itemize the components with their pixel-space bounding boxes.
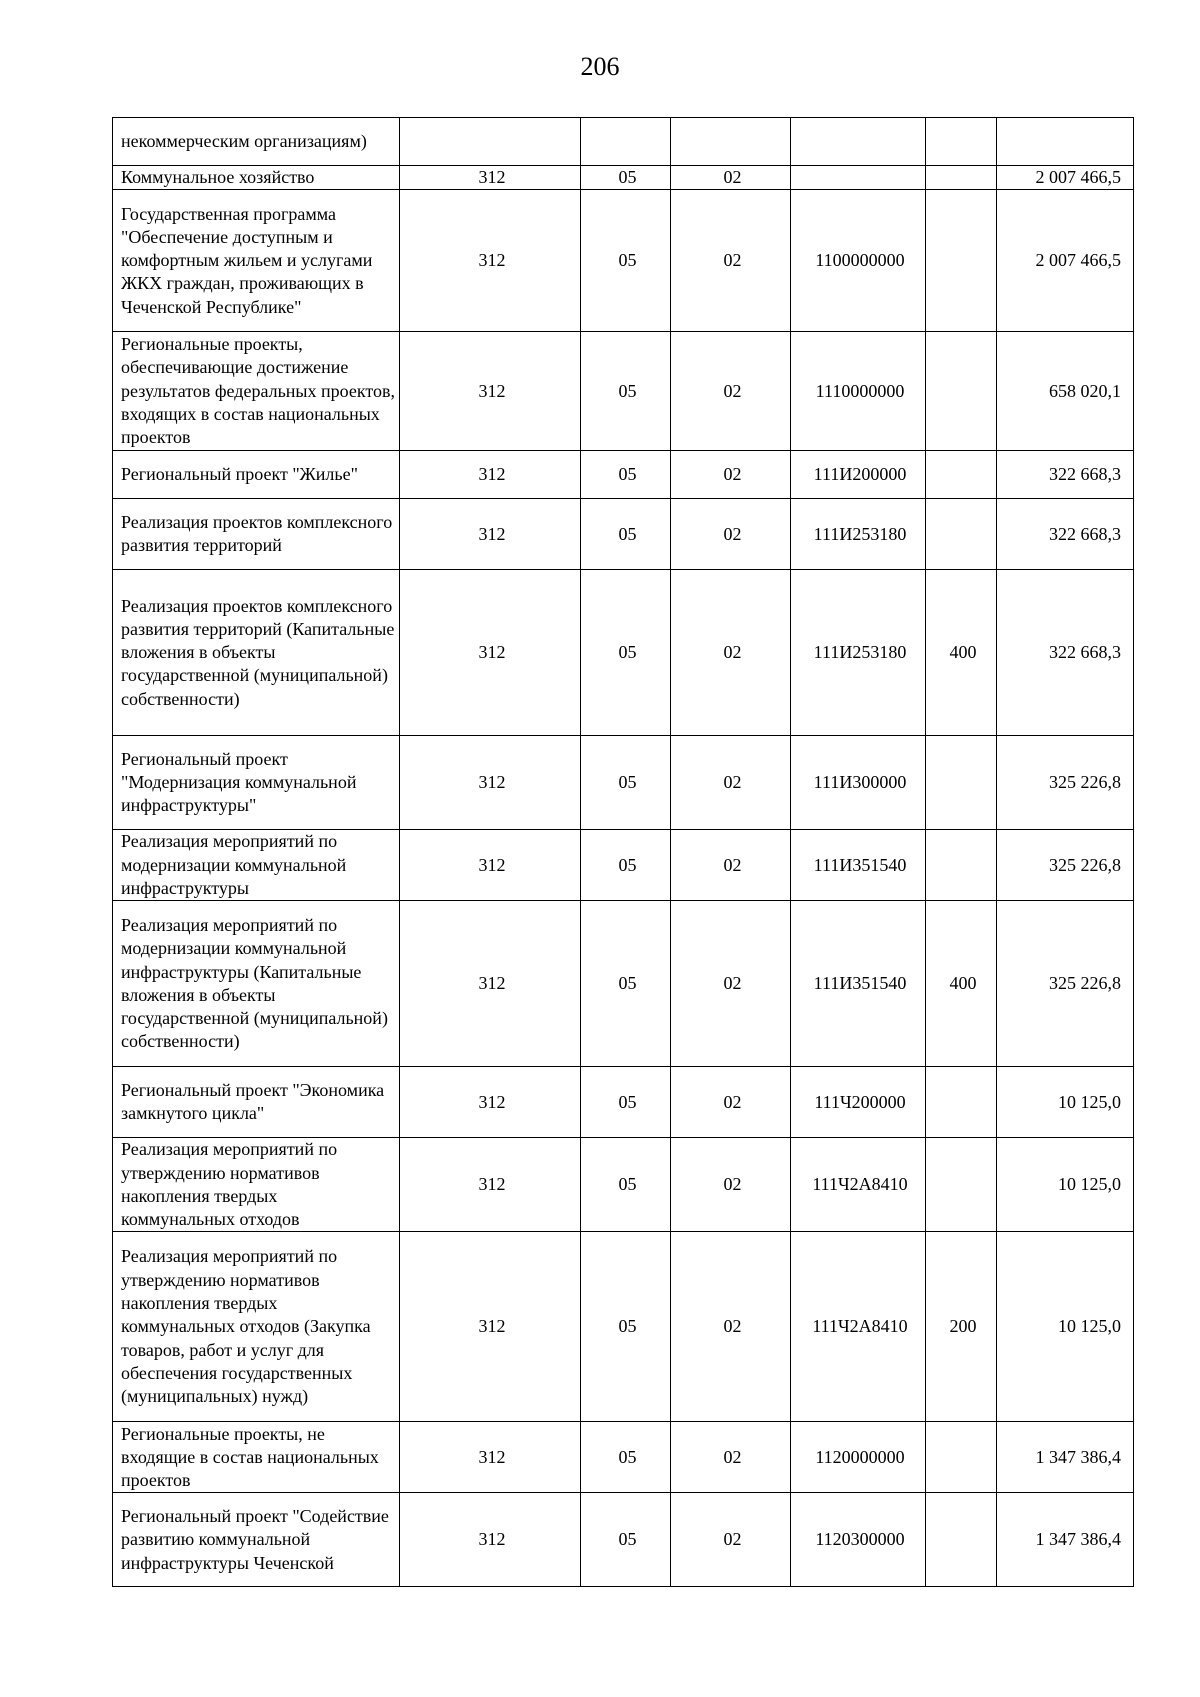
row-amount: 2 007 466,5 <box>997 166 1134 190</box>
table-row <box>113 166 1134 190</box>
table-row <box>113 451 1134 499</box>
row-csr: 111И351540 <box>791 830 926 901</box>
row-pr: 02 <box>671 901 791 1067</box>
row-name: Региональный проект "Экономика замкнутого цикла" <box>113 1067 400 1138</box>
row-name: Реализация мероприятий по модернизации коммунальной инфраструктуры <box>113 830 400 901</box>
table-row <box>113 1422 1134 1493</box>
row-csr: 1110000000 <box>791 332 926 451</box>
row-grbs <box>400 118 581 166</box>
row-vr <box>926 1493 997 1587</box>
row-grbs: 312 <box>400 190 581 332</box>
row-name: Коммунальное хозяйство <box>113 166 400 190</box>
page-number: 206 <box>580 52 620 81</box>
row-vr: 400 <box>926 570 997 736</box>
row-grbs: 312 <box>400 1067 581 1138</box>
row-vr <box>926 499 997 570</box>
row-pr: 02 <box>671 499 791 570</box>
table-row <box>113 901 1134 1067</box>
row-vr <box>926 451 997 499</box>
row-amount: 10 125,0 <box>997 1138 1134 1232</box>
row-csr: 1120000000 <box>791 1422 926 1493</box>
row-rz: 05 <box>581 166 671 190</box>
row-amount: 10 125,0 <box>997 1067 1134 1138</box>
row-pr: 02 <box>671 190 791 332</box>
row-vr <box>926 1138 997 1232</box>
row-grbs: 312 <box>400 1422 581 1493</box>
row-grbs: 312 <box>400 901 581 1067</box>
row-name: Реализация мероприятий по модернизации коммунальной инфраструктуры (Капитальные вложения в объекты государственной (муниципальной) собственности) <box>113 901 400 1067</box>
table-row <box>113 1232 1134 1422</box>
row-pr: 02 <box>671 332 791 451</box>
row-vr <box>926 830 997 901</box>
table-row <box>113 830 1134 901</box>
row-name: Региональные проекты, не входящие в состав национальных проектов <box>113 1422 400 1493</box>
row-grbs: 312 <box>400 570 581 736</box>
row-amount: 10 125,0 <box>997 1232 1134 1422</box>
row-amount: 325 226,8 <box>997 736 1134 830</box>
row-grbs: 312 <box>400 332 581 451</box>
row-vr <box>926 736 997 830</box>
table-row <box>113 499 1134 570</box>
row-vr <box>926 190 997 332</box>
row-rz: 05 <box>581 332 671 451</box>
row-vr: 200 <box>926 1232 997 1422</box>
row-grbs: 312 <box>400 1232 581 1422</box>
row-rz: 05 <box>581 499 671 570</box>
row-vr <box>926 166 997 190</box>
row-name: Реализация мероприятий по утверждению нормативов накопления твердых коммунальных отходов (Закупка товаров, работ и услуг для обеспечения государственных (муниципальных) нужд) <box>113 1232 400 1422</box>
row-amount: 325 226,8 <box>997 830 1134 901</box>
row-rz: 05 <box>581 736 671 830</box>
row-name: Реализация проектов комплексного развития территорий (Капитальные вложения в объекты государственной (муниципальной) собственности) <box>113 570 400 736</box>
table-body <box>113 118 1134 1587</box>
row-csr: 111И253180 <box>791 570 926 736</box>
row-name: Региональный проект "Содействие развитию коммунальной инфраструктуры Чеченской <box>113 1493 400 1587</box>
row-rz: 05 <box>581 1232 671 1422</box>
row-grbs: 312 <box>400 1493 581 1587</box>
table-row <box>113 1067 1134 1138</box>
row-pr: 02 <box>671 1232 791 1422</box>
row-csr: 1100000000 <box>791 190 926 332</box>
row-grbs: 312 <box>400 830 581 901</box>
row-vr <box>926 118 997 166</box>
row-rz: 05 <box>581 1422 671 1493</box>
table-row <box>113 736 1134 830</box>
row-amount: 322 668,3 <box>997 451 1134 499</box>
row-amount: 325 226,8 <box>997 901 1134 1067</box>
row-pr: 02 <box>671 830 791 901</box>
row-csr <box>791 166 926 190</box>
row-rz: 05 <box>581 1493 671 1587</box>
table-row <box>113 1138 1134 1232</box>
row-csr: 111И253180 <box>791 499 926 570</box>
row-amount <box>997 118 1134 166</box>
row-rz: 05 <box>581 1067 671 1138</box>
row-pr: 02 <box>671 1493 791 1587</box>
row-name: Региональный проект "Модернизация коммунальной инфраструктуры" <box>113 736 400 830</box>
row-rz: 05 <box>581 830 671 901</box>
row-amount: 1 347 386,4 <box>997 1422 1134 1493</box>
row-rz: 05 <box>581 1138 671 1232</box>
row-name: Региональный проект "Жилье" <box>113 451 400 499</box>
row-amount: 658 020,1 <box>997 332 1134 451</box>
row-grbs: 312 <box>400 736 581 830</box>
row-csr: 1120300000 <box>791 1493 926 1587</box>
row-vr: 400 <box>926 901 997 1067</box>
table-row <box>113 332 1134 451</box>
row-amount: 322 668,3 <box>997 499 1134 570</box>
row-name: Реализация мероприятий по утверждению нормативов накопления твердых коммунальных отходов <box>113 1138 400 1232</box>
row-pr: 02 <box>671 451 791 499</box>
row-csr: 111Ч200000 <box>791 1067 926 1138</box>
row-csr: 111Ч2А8410 <box>791 1232 926 1422</box>
row-csr: 111И351540 <box>791 901 926 1067</box>
row-grbs: 312 <box>400 1138 581 1232</box>
row-amount: 2 007 466,5 <box>997 190 1134 332</box>
row-rz: 05 <box>581 901 671 1067</box>
row-name: Реализация проектов комплексного развития территорий <box>113 499 400 570</box>
row-rz: 05 <box>581 451 671 499</box>
table-row <box>113 1493 1134 1587</box>
row-grbs: 312 <box>400 451 581 499</box>
row-amount: 1 347 386,4 <box>997 1493 1134 1587</box>
table-row <box>113 570 1134 736</box>
row-csr: 111И200000 <box>791 451 926 499</box>
row-pr <box>671 118 791 166</box>
row-vr <box>926 1422 997 1493</box>
row-pr: 02 <box>671 736 791 830</box>
row-grbs: 312 <box>400 166 581 190</box>
row-pr: 02 <box>671 1067 791 1138</box>
row-csr <box>791 118 926 166</box>
row-rz: 05 <box>581 570 671 736</box>
row-name: некоммерческим организациям) <box>113 118 400 166</box>
row-pr: 02 <box>671 1138 791 1232</box>
row-name: Государственная программа "Обеспечение доступным и комфортным жильем и услугами ЖКХ граждан, проживающих в Чеченской Республике" <box>113 190 400 332</box>
row-pr: 02 <box>671 1422 791 1493</box>
budget-table <box>112 117 1134 1587</box>
row-rz: 05 <box>581 190 671 332</box>
row-csr: 111Ч2А8410 <box>791 1138 926 1232</box>
table-row <box>113 118 1134 166</box>
row-amount: 322 668,3 <box>997 570 1134 736</box>
row-pr: 02 <box>671 166 791 190</box>
row-vr <box>926 1067 997 1138</box>
row-csr: 111И300000 <box>791 736 926 830</box>
row-vr <box>926 332 997 451</box>
row-grbs: 312 <box>400 499 581 570</box>
table-row <box>113 190 1134 332</box>
row-rz <box>581 118 671 166</box>
row-pr: 02 <box>671 570 791 736</box>
row-name: Региональные проекты, обеспечивающие достижение результатов федеральных проектов, входящих в состав национальных проектов <box>113 332 400 451</box>
